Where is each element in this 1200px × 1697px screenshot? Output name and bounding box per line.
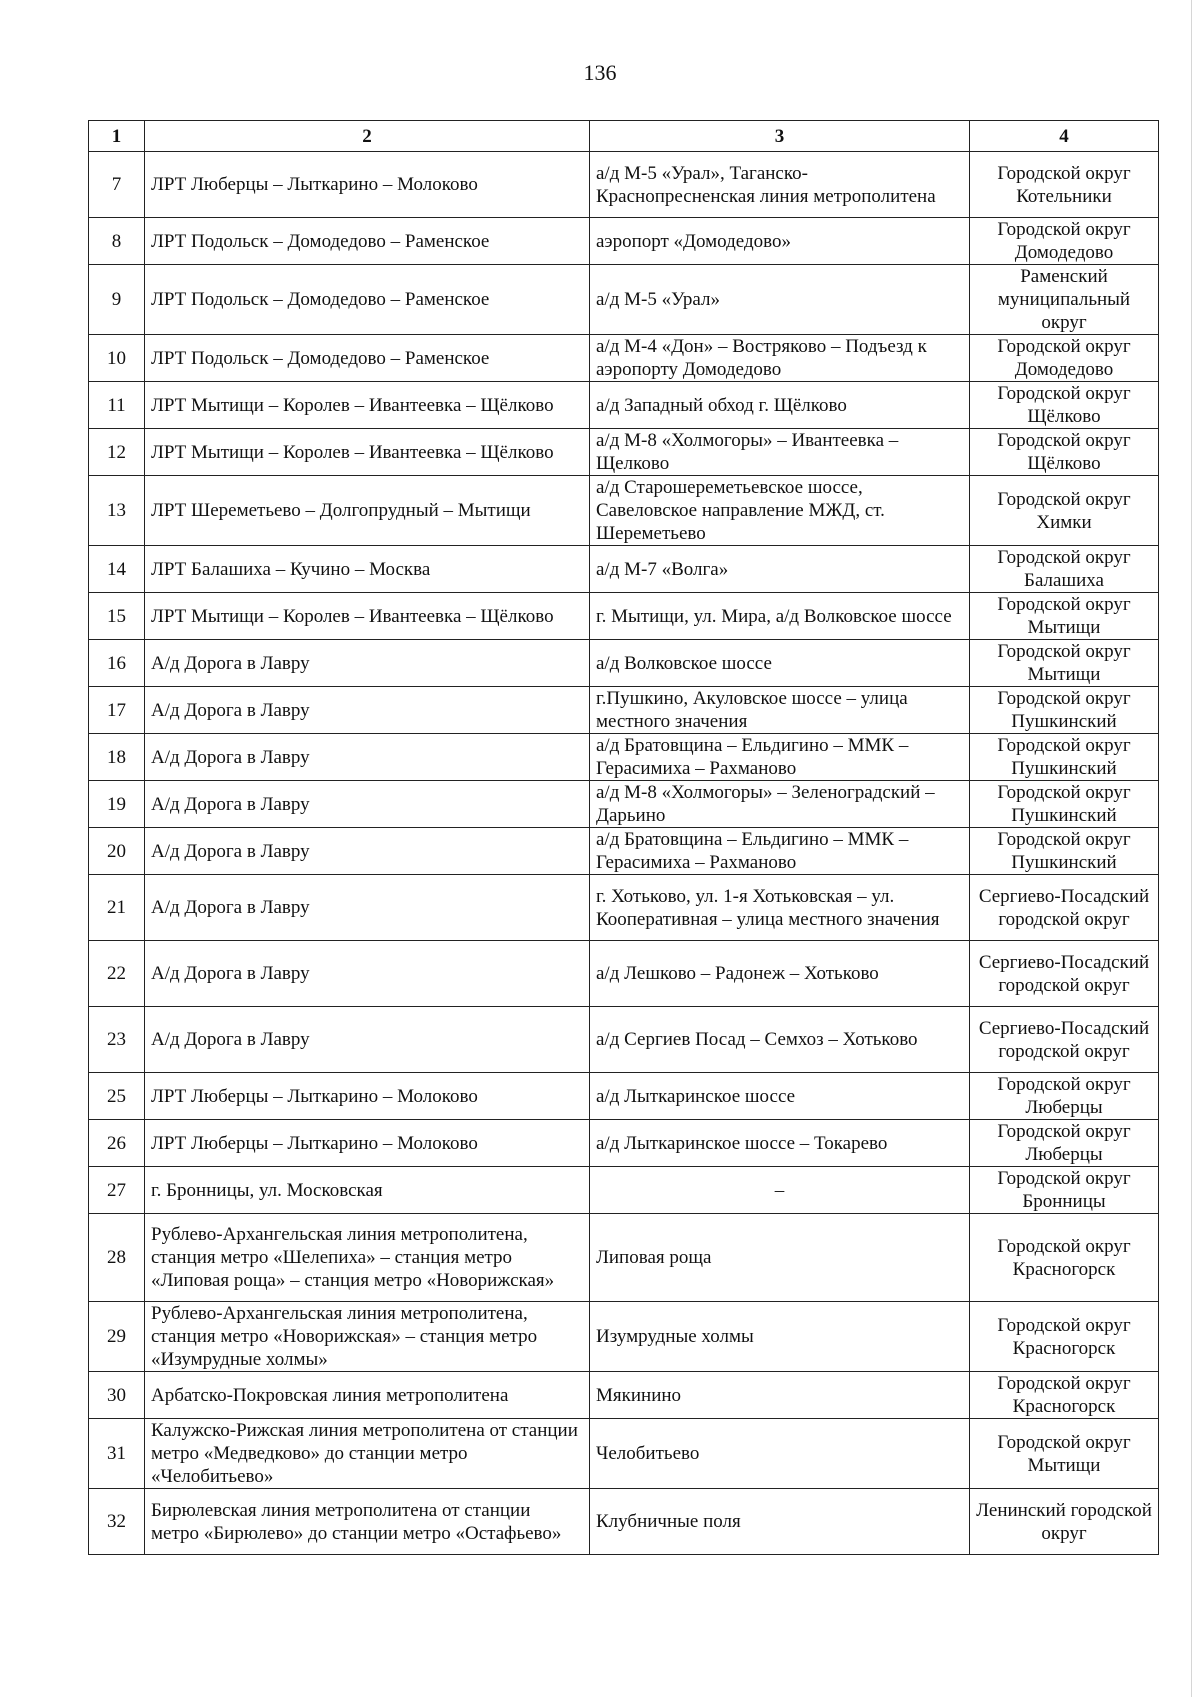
district-cell: Городской округ Бронницы (970, 1167, 1159, 1214)
route-cell: А/д Дорога в Лавру (145, 828, 590, 875)
row-number: 27 (89, 1167, 145, 1214)
location-cell: а/д М-5 «Урал», Таганско-Краснопресненская линия метрополитена (590, 152, 970, 218)
route-cell: Рублево-Архангельская линия метрополитена, станция метро «Шелепиха» – станция метро «Липовая роща» – станция метро «Новорижская» (145, 1214, 590, 1302)
row-number: 25 (89, 1073, 145, 1120)
location-cell: Липовая роща (590, 1214, 970, 1302)
location-cell: а/д Братовщина – Ельдигино – ММК – Герасимиха – Рахманово (590, 734, 970, 781)
district-cell: Городской округ Красногорск (970, 1302, 1159, 1372)
location-cell: г. Мытищи, ул. Мира, а/д Волковское шоссе (590, 593, 970, 640)
district-cell: Сергиево-Посадский городской округ (970, 875, 1159, 941)
row-number: 28 (89, 1214, 145, 1302)
table-row (89, 640, 1159, 687)
route-cell: А/д Дорога в Лавру (145, 734, 590, 781)
table-row (89, 429, 1159, 476)
location-cell: а/д М-8 «Холмогоры» – Ивантеевка – Щелково (590, 429, 970, 476)
district-cell: Городской округ Мытищи (970, 593, 1159, 640)
location-cell: а/д М-4 «Дон» – Востряково – Подъезд к аэропорту Домодедово (590, 335, 970, 382)
row-number: 13 (89, 476, 145, 546)
location-cell: а/д Лешково – Радонеж – Хотьково (590, 941, 970, 1007)
route-cell: ЛРТ Люберцы – Лыткарино – Молоково (145, 152, 590, 218)
row-number: 7 (89, 152, 145, 218)
district-cell: Городской округ Пушкинский (970, 687, 1159, 734)
table-row (89, 1489, 1159, 1555)
location-cell: а/д Сергиев Посад – Семхоз – Хотьково (590, 1007, 970, 1073)
route-cell: Бирюлевская линия метрополитена от станции метро «Бирюлево» до станции метро «Остафьево» (145, 1489, 590, 1555)
route-cell: Калужско-Рижская линия метрополитена от станции метро «Медведково» до станции метро «Челобитьево» (145, 1419, 590, 1489)
table-row (89, 152, 1159, 218)
district-cell: Городской округ Пушкинский (970, 828, 1159, 875)
location-cell: а/д М-8 «Холмогоры» – Зеленоградский – Дарьино (590, 781, 970, 828)
route-cell: ЛРТ Мытищи – Королев – Ивантеевка – Щёлково (145, 429, 590, 476)
table-row (89, 828, 1159, 875)
route-cell: А/д Дорога в Лавру (145, 687, 590, 734)
route-cell: Рублево-Архангельская линия метрополитена, станция метро «Новорижская» – станция метро «Изумрудные холмы» (145, 1302, 590, 1372)
route-cell: ЛРТ Люберцы – Лыткарино – Молоково (145, 1120, 590, 1167)
route-cell: А/д Дорога в Лавру (145, 781, 590, 828)
district-cell: Городской округ Балашиха (970, 546, 1159, 593)
table-row (89, 1419, 1159, 1489)
district-cell: Сергиево-Посадский городской округ (970, 941, 1159, 1007)
table-row (89, 1120, 1159, 1167)
table-row (89, 734, 1159, 781)
row-number: 32 (89, 1489, 145, 1555)
data-table (88, 120, 1159, 1555)
row-number: 21 (89, 875, 145, 941)
header-row (89, 121, 1159, 152)
district-cell: Городской округ Пушкинский (970, 781, 1159, 828)
district-cell: Городской округ Люберцы (970, 1120, 1159, 1167)
row-number: 23 (89, 1007, 145, 1073)
district-cell: Городской округ Домодедово (970, 218, 1159, 265)
location-cell: Клубничные поля (590, 1489, 970, 1555)
location-cell: а/д Лыткаринское шоссе – Токарево (590, 1120, 970, 1167)
route-cell: А/д Дорога в Лавру (145, 941, 590, 1007)
district-cell: Городской округ Красногорск (970, 1372, 1159, 1419)
location-cell: а/д Лыткаринское шоссе (590, 1073, 970, 1120)
table-row (89, 1372, 1159, 1419)
location-cell: а/д Волковское шоссе (590, 640, 970, 687)
district-cell: Городской округ Щёлково (970, 382, 1159, 429)
district-cell: Ленинский городской округ (970, 1489, 1159, 1555)
table-row (89, 1214, 1159, 1302)
table-row (89, 382, 1159, 429)
table-body (89, 152, 1159, 1555)
route-cell: Арбатско-Покровская линия метрополитена (145, 1372, 590, 1419)
column-header: 3 (590, 121, 970, 152)
location-cell: Изумрудные холмы (590, 1302, 970, 1372)
row-number: 29 (89, 1302, 145, 1372)
scan-edge (1191, 0, 1192, 1697)
table-row (89, 335, 1159, 382)
location-cell: а/д Старошереметьевское шоссе, Савеловское направление МЖД, ст. Шереметьево (590, 476, 970, 546)
location-cell: аэропорт «Домодедово» (590, 218, 970, 265)
row-number: 10 (89, 335, 145, 382)
route-cell: ЛРТ Мытищи – Королев – Ивантеевка – Щёлково (145, 382, 590, 429)
table-row (89, 265, 1159, 335)
location-cell: а/д Западный обход г. Щёлково (590, 382, 970, 429)
table-row (89, 1302, 1159, 1372)
table-row (89, 687, 1159, 734)
district-cell: Городской округ Мытищи (970, 640, 1159, 687)
row-number: 31 (89, 1419, 145, 1489)
district-cell: Городской округ Люберцы (970, 1073, 1159, 1120)
route-cell: ЛРТ Балашиха – Кучино – Москва (145, 546, 590, 593)
location-cell: Мякинино (590, 1372, 970, 1419)
row-number: 14 (89, 546, 145, 593)
row-number: 26 (89, 1120, 145, 1167)
table-row (89, 476, 1159, 546)
district-cell: Городской округ Котельники (970, 152, 1159, 218)
location-cell: – (590, 1167, 970, 1214)
district-cell: Городской округ Химки (970, 476, 1159, 546)
route-cell: г. Бронницы, ул. Московская (145, 1167, 590, 1214)
location-cell: а/д М-7 «Волга» (590, 546, 970, 593)
row-number: 8 (89, 218, 145, 265)
district-cell: Городской округ Пушкинский (970, 734, 1159, 781)
district-cell: Городской округ Щёлково (970, 429, 1159, 476)
row-number: 16 (89, 640, 145, 687)
table-row (89, 593, 1159, 640)
row-number: 30 (89, 1372, 145, 1419)
table-row (89, 1007, 1159, 1073)
district-cell: Раменский муниципальный округ (970, 265, 1159, 335)
table-row (89, 546, 1159, 593)
district-cell: Городской округ Красногорск (970, 1214, 1159, 1302)
district-cell: Сергиево-Посадский городской округ (970, 1007, 1159, 1073)
row-number: 18 (89, 734, 145, 781)
row-number: 20 (89, 828, 145, 875)
table-row (89, 875, 1159, 941)
row-number: 19 (89, 781, 145, 828)
row-number: 15 (89, 593, 145, 640)
table-row (89, 1167, 1159, 1214)
column-header: 4 (970, 121, 1159, 152)
column-header: 2 (145, 121, 590, 152)
district-cell: Городской округ Мытищи (970, 1419, 1159, 1489)
route-cell: А/д Дорога в Лавру (145, 875, 590, 941)
location-cell: г. Хотьково, ул. 1-я Хотьковская – ул. Кооперативная – улица местного значения (590, 875, 970, 941)
location-cell: Челобитьево (590, 1419, 970, 1489)
row-number: 9 (89, 265, 145, 335)
route-cell: А/д Дорога в Лавру (145, 640, 590, 687)
route-cell: ЛРТ Подольск – Домодедово – Раменское (145, 335, 590, 382)
column-header: 1 (89, 121, 145, 152)
route-cell: ЛРТ Мытищи – Королев – Ивантеевка – Щёлково (145, 593, 590, 640)
location-cell: г.Пушкино, Акуловское шоссе – улица местного значения (590, 687, 970, 734)
route-cell: ЛРТ Люберцы – Лыткарино – Молоково (145, 1073, 590, 1120)
row-number: 17 (89, 687, 145, 734)
row-number: 11 (89, 382, 145, 429)
route-cell: ЛРТ Подольск – Домодедово – Раменское (145, 265, 590, 335)
row-number: 22 (89, 941, 145, 1007)
table-row (89, 941, 1159, 1007)
location-cell: а/д Братовщина – Ельдигино – ММК – Герасимиха – Рахманово (590, 828, 970, 875)
row-number: 12 (89, 429, 145, 476)
table-row (89, 218, 1159, 265)
district-cell: Городской округ Домодедово (970, 335, 1159, 382)
table-row (89, 1073, 1159, 1120)
route-cell: ЛРТ Шереметьево – Долгопрудный – Мытищи (145, 476, 590, 546)
route-cell: ЛРТ Подольск – Домодедово – Раменское (145, 218, 590, 265)
page-number: 136 (583, 60, 617, 85)
location-cell: а/д М-5 «Урал» (590, 265, 970, 335)
route-cell: А/д Дорога в Лавру (145, 1007, 590, 1073)
table-row (89, 781, 1159, 828)
